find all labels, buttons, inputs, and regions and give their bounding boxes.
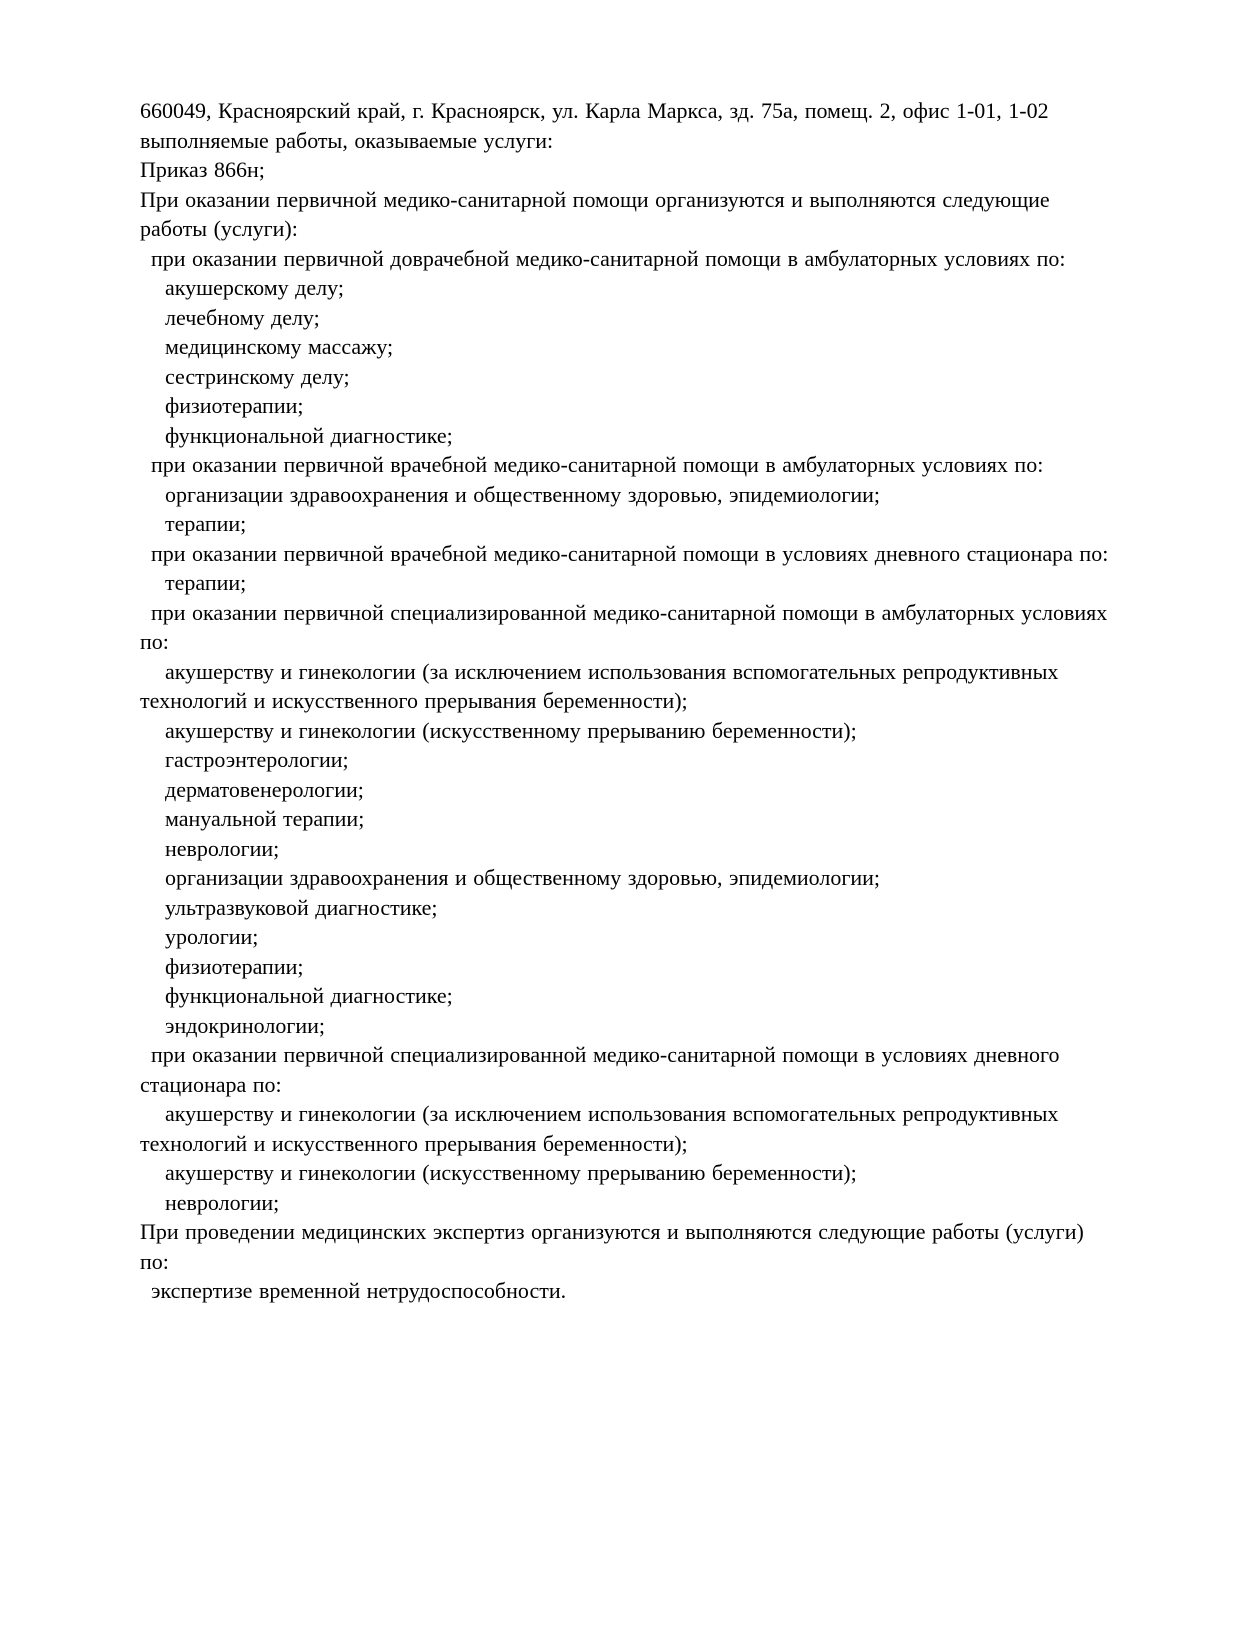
text-line: акушерству и гинекологии (за исключением использования вспомогательных репродуктивных технологий и искусственного прерывания беременности); bbox=[140, 658, 1059, 713]
text-line: Приказ 866н; bbox=[140, 157, 265, 182]
document-body bbox=[140, 96, 1118, 1306]
text-line: ультразвуковой диагностике; bbox=[165, 894, 438, 920]
text-line: организации здравоохранения и общественному здоровью, эпидемиологии; bbox=[165, 481, 881, 507]
text-line: акушерству и гинекологии (искусственному прерыванию беременности); bbox=[165, 1160, 857, 1185]
text-line: При проведении медицинских экспертиз организуются и выполняются следующие работы (услуги) по: bbox=[140, 1219, 1084, 1274]
text-line: акушерству и гинекологии (за исключением использования вспомогательных репродуктивных технологий и искусственного прерывания беременности); bbox=[140, 1101, 1059, 1156]
text-line: лечебному делу; bbox=[165, 304, 320, 330]
text-line: 660049, Красноярский край, г. Красноярск, ул. Карла Маркса, зд. 75а, помещ. 2, офис 1-01, 1-02 bbox=[140, 98, 1049, 123]
text-line: акушерскому делу; bbox=[165, 275, 344, 300]
text-line: медицинскому массажу; bbox=[165, 334, 394, 359]
text-line: терапии; bbox=[165, 570, 247, 595]
text-line: неврологии; bbox=[165, 835, 280, 861]
text-line: физиотерапии; bbox=[165, 953, 304, 979]
text-line: неврологии; bbox=[165, 1189, 280, 1215]
text-line: физиотерапии; bbox=[165, 393, 304, 418]
text-line: при оказании первичной врачебной медико-санитарной помощи в амбулаторных условиях по: bbox=[151, 452, 1044, 477]
text-line: урологии; bbox=[165, 924, 259, 949]
text-line: функциональной диагностике; bbox=[165, 983, 453, 1008]
text-line: мануальной терапии; bbox=[165, 806, 365, 831]
text-line: выполняемые работы, оказываемые услуги: bbox=[140, 127, 554, 153]
text-line: при оказании первичной доврачебной медико-санитарной помощи в амбулаторных условиях по: bbox=[151, 245, 1066, 271]
text-line: при оказании первичной специализированной медико-санитарной помощи в условиях дневного стационара по: bbox=[140, 1042, 1060, 1097]
text-line: дерматовенерологии; bbox=[165, 776, 364, 802]
text-line: эндокринологии; bbox=[165, 1012, 326, 1038]
text-line: гастроэнтерологии; bbox=[165, 747, 349, 772]
text-line: При оказании первичной медико-санитарной помощи организуются и выполняются следующие работы (услуги): bbox=[140, 186, 1050, 241]
text-line: при оказании первичной врачебной медико-санитарной помощи в условиях дневного стационара по: bbox=[151, 540, 1109, 566]
text-line: экспертизе временной нетрудоспособности. bbox=[151, 1278, 567, 1303]
text-line: сестринскому делу; bbox=[165, 363, 350, 389]
text-line: организации здравоохранения и общественному здоровью, эпидемиологии; bbox=[165, 865, 881, 890]
text-line: функциональной диагностике; bbox=[165, 422, 453, 448]
text-line: акушерству и гинекологии (искусственному прерыванию беременности); bbox=[165, 717, 857, 743]
text-line: при оказании первичной специализированной медико-санитарной помощи в амбулаторных условиях по: bbox=[140, 599, 1108, 654]
text-line: терапии; bbox=[165, 511, 247, 536]
